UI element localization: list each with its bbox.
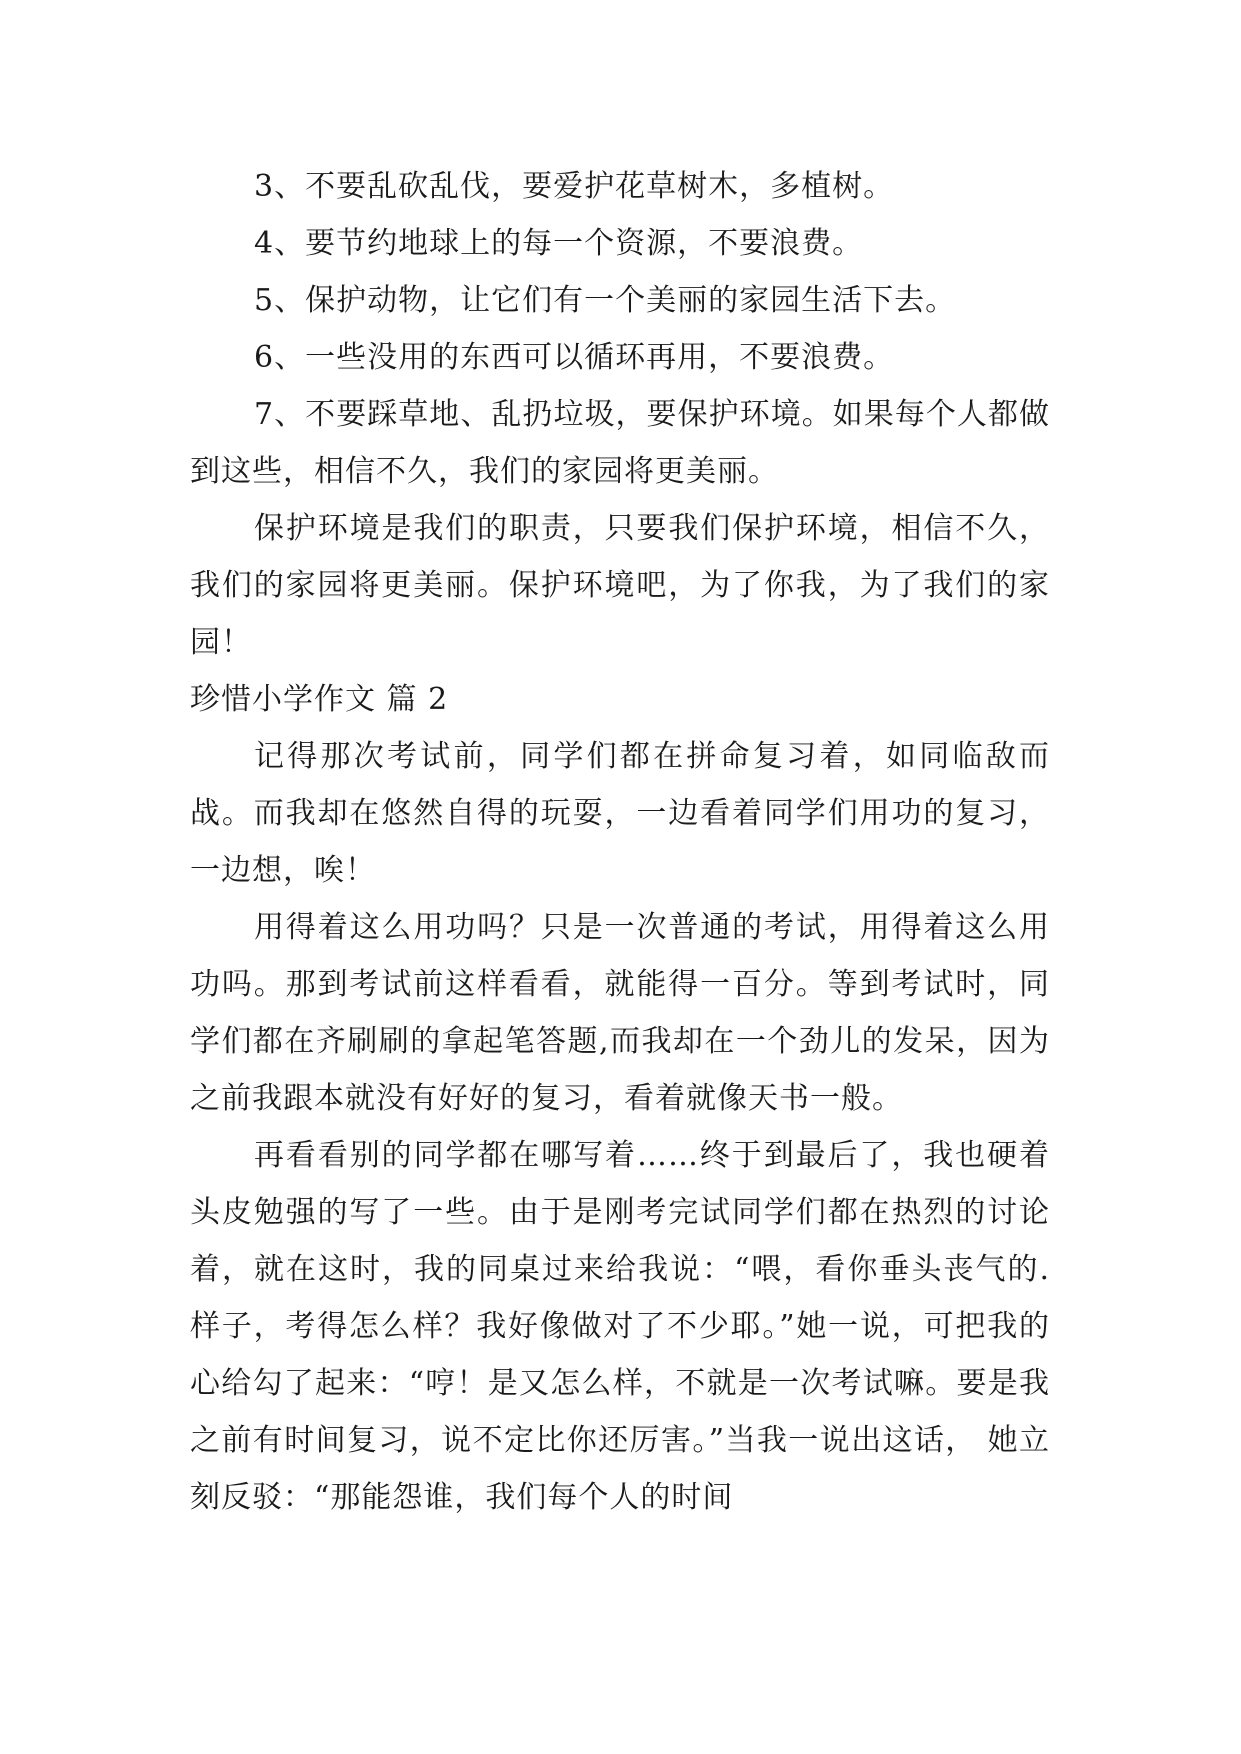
document-page — [190, 158, 1050, 1526]
paragraph-item-5: 5、保护动物，让它们有一个美丽的家园生活下去。 — [254, 283, 957, 318]
paragraph-conclusion: 保护环境是我们的职责，只要我们保护环境，相信不久，我们的家园将更美丽。保护环境吧，为了你我，为了我们的家园！ — [190, 511, 1050, 660]
paragraph-body: 记得那次考试前，同学们都在拼命复习着，如同临敌而战。而我却在悠然自得的玩耍，一边看着同学们用功的复习，一边想，唉！ — [190, 739, 1050, 888]
paragraph-body: 再看看别的同学都在哪写着……终于到最后了，我也硬着头皮勉强的写了一些。由于是刚考完试同学们都在热烈的讨论着，就在这时，我的同桌过来给我说：“喂，看你垂头丧气的.样子，考得怎么样？我好像做对了不少耶。”她一说，可把我的心给勾了起来：“哼！是又怎么样，不就是一次考试嘛。要是我之前有时间复习，说不定比你还厉害。”当我一说出这话， 她立刻反驳：“那能怨谁，我们每个人的时间 — [190, 1138, 1050, 1515]
section-title: 珍惜小学作文 篇 2 — [190, 682, 449, 717]
paragraph-item-3: 3、不要乱砍乱伐，要爱护花草树木，多植树。 — [254, 169, 895, 204]
paragraph-item-7: 7、不要踩草地、乱扔垃圾，要保护环境。如果每个人都做到这些，相信不久，我们的家园将更美丽。 — [190, 397, 1050, 489]
paragraph-item-6: 6、一些没用的东西可以循环再用，不要浪费。 — [254, 340, 895, 375]
paragraph-item-4: 4、要节约地球上的每一个资源，不要浪费。 — [254, 226, 864, 261]
paragraph-body: 用得着这么用功吗？只是一次普通的考试，用得着这么用功吗。那到考试前这样看看，就能得一百分。等到考试时，同学们都在齐刷刷的拿起笔答题,而我却在一个劲儿的发呆，因为之前我跟本就没有好好的复习，看着就像天书一般。 — [190, 910, 1050, 1116]
